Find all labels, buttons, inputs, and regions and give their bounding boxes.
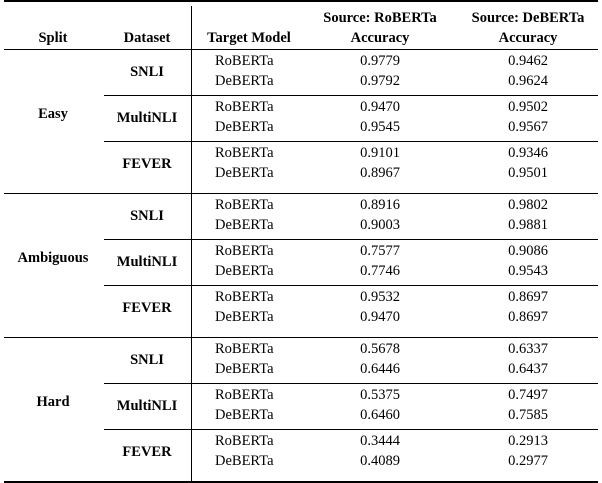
- dataset-separator: [104, 239, 598, 240]
- header-source-deberta: Source: DeBERTa: [471, 10, 585, 26]
- header-accuracy-deberta: Accuracy: [498, 30, 558, 46]
- target-model-cell: DeBERTa: [215, 309, 274, 325]
- header-split: Split: [38, 30, 68, 46]
- dataset-label: MultiNLI: [116, 110, 178, 126]
- target-model-cell: DeBERTa: [215, 453, 274, 469]
- source-deberta-accuracy-cell: 0.9462: [508, 53, 548, 69]
- header-target-model: Target Model: [207, 30, 291, 46]
- split-separator: [4, 337, 598, 338]
- dataset-label: FEVER: [122, 444, 172, 460]
- dataset-label: FEVER: [122, 300, 172, 316]
- target-model-cell: RoBERTa: [215, 99, 274, 115]
- target-model-cell: RoBERTa: [215, 387, 274, 403]
- source-roberta-accuracy-cell: 0.9532: [360, 289, 400, 305]
- target-model-cell: RoBERTa: [215, 145, 274, 161]
- split-label: Ambiguous: [17, 250, 89, 266]
- dataset-separator: [104, 285, 598, 286]
- header-dataset: Dataset: [123, 30, 171, 46]
- source-roberta-accuracy-cell: 0.9470: [360, 309, 400, 325]
- source-roberta-accuracy-cell: 0.5375: [360, 387, 400, 403]
- dataset-separator: [104, 95, 598, 96]
- split-label: Easy: [38, 106, 68, 122]
- split-separator: [4, 193, 598, 194]
- source-roberta-accuracy-cell: 0.7746: [360, 263, 400, 279]
- source-deberta-accuracy-cell: 0.9501: [508, 165, 548, 181]
- top-rule: [4, 0, 598, 2]
- dataset-label: SNLI: [130, 64, 164, 80]
- source-deberta-accuracy-cell: 0.7497: [508, 387, 548, 403]
- dataset-label: MultiNLI: [116, 254, 178, 270]
- source-roberta-accuracy-cell: 0.5678: [360, 341, 400, 357]
- source-deberta-accuracy-cell: 0.2913: [508, 433, 548, 449]
- source-deberta-accuracy-cell: 0.9881: [508, 217, 548, 233]
- source-roberta-accuracy-cell: 0.9545: [360, 119, 400, 135]
- source-deberta-accuracy-cell: 0.8697: [508, 289, 548, 305]
- source-deberta-accuracy-cell: 0.9567: [508, 119, 548, 135]
- source-roberta-accuracy-cell: 0.6460: [360, 407, 400, 423]
- source-deberta-accuracy-cell: 0.9624: [508, 73, 548, 89]
- dataset-separator: [104, 383, 598, 384]
- source-roberta-accuracy-cell: 0.9101: [360, 145, 400, 161]
- target-model-cell: RoBERTa: [215, 243, 274, 259]
- source-deberta-accuracy-cell: 0.9802: [508, 197, 548, 213]
- source-roberta-accuracy-cell: 0.9779: [360, 53, 400, 69]
- dataset-label: FEVER: [122, 156, 172, 172]
- source-roberta-accuracy-cell: 0.9003: [360, 217, 400, 233]
- column-divider: [191, 6, 192, 482]
- target-model-cell: DeBERTa: [215, 73, 274, 89]
- target-model-cell: DeBERTa: [215, 263, 274, 279]
- header-rule: [4, 49, 598, 50]
- source-deberta-accuracy-cell: 0.8697: [508, 309, 548, 325]
- source-deberta-accuracy-cell: 0.9502: [508, 99, 548, 115]
- source-deberta-accuracy-cell: 0.9543: [508, 263, 548, 279]
- source-roberta-accuracy-cell: 0.4089: [360, 453, 400, 469]
- target-model-cell: DeBERTa: [215, 119, 274, 135]
- target-model-cell: RoBERTa: [215, 289, 274, 305]
- source-roberta-accuracy-cell: 0.8916: [360, 197, 400, 213]
- source-deberta-accuracy-cell: 0.6437: [508, 361, 548, 377]
- source-roberta-accuracy-cell: 0.8967: [360, 165, 400, 181]
- target-model-cell: RoBERTa: [215, 197, 274, 213]
- dataset-label: SNLI: [130, 208, 164, 224]
- target-model-cell: DeBERTa: [215, 165, 274, 181]
- source-deberta-accuracy-cell: 0.9346: [508, 145, 548, 161]
- split-label: Hard: [36, 394, 70, 410]
- target-model-cell: RoBERTa: [215, 433, 274, 449]
- source-deberta-accuracy-cell: 0.7585: [508, 407, 548, 423]
- target-model-cell: RoBERTa: [215, 341, 274, 357]
- source-roberta-accuracy-cell: 0.9792: [360, 73, 400, 89]
- target-model-cell: DeBERTa: [215, 361, 274, 377]
- header-source-roberta: Source: RoBERTa: [323, 10, 437, 26]
- source-roberta-accuracy-cell: 0.9470: [360, 99, 400, 115]
- header-accuracy-roberta: Accuracy: [350, 30, 410, 46]
- target-model-cell: DeBERTa: [215, 217, 274, 233]
- dataset-label: MultiNLI: [116, 398, 178, 414]
- source-roberta-accuracy-cell: 0.7577: [360, 243, 400, 259]
- target-model-cell: DeBERTa: [215, 407, 274, 423]
- source-deberta-accuracy-cell: 0.9086: [508, 243, 548, 259]
- source-deberta-accuracy-cell: 0.6337: [508, 341, 548, 357]
- source-deberta-accuracy-cell: 0.2977: [508, 453, 548, 469]
- dataset-label: SNLI: [130, 352, 164, 368]
- dataset-separator: [104, 429, 598, 430]
- source-roberta-accuracy-cell: 0.3444: [360, 433, 400, 449]
- dataset-separator: [104, 141, 598, 142]
- target-model-cell: RoBERTa: [215, 53, 274, 69]
- source-roberta-accuracy-cell: 0.6446: [360, 361, 400, 377]
